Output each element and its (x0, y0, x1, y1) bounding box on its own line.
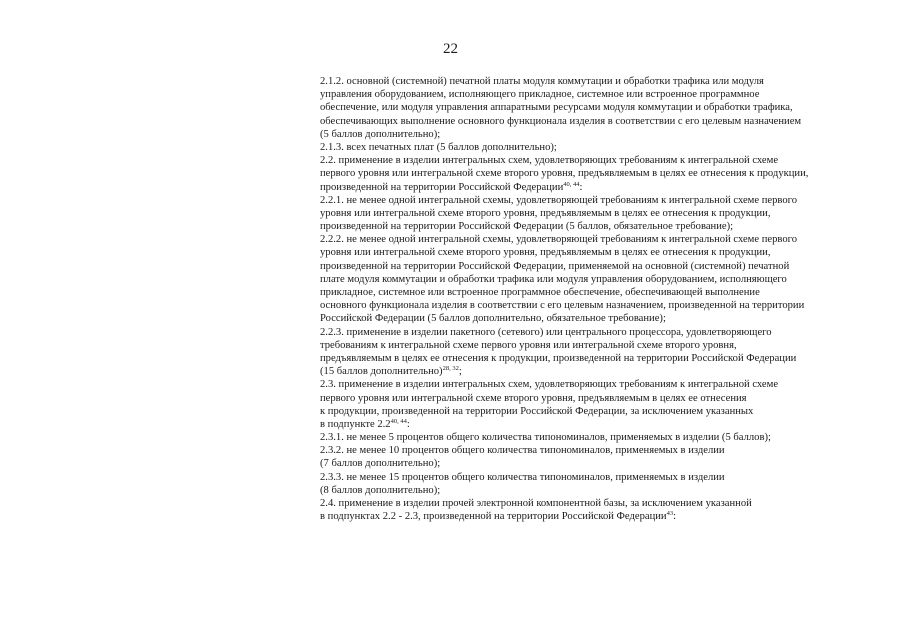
text-line (320, 115, 880, 128)
text-line (320, 154, 880, 167)
line-text: в подпунктах 2.2 - 2.3, произведенной на территории Российской Федерации (320, 511, 667, 523)
text-line (320, 431, 880, 444)
text-line (320, 497, 880, 510)
text-line (320, 101, 880, 114)
text-line (320, 299, 880, 312)
footnote-reference: 40, 44 (563, 180, 580, 188)
line-punctuation: : (673, 511, 677, 523)
line-text: уровня или интегральной схеме второго уровня, предъявляемым в целях ее отнесения к продукции, (320, 207, 771, 219)
line-text: в подпункте 2.2 (320, 418, 391, 430)
text-line (320, 207, 880, 220)
line-text: обеспечение, или модуля управления аппаратными ресурсами модуля коммутации и обработки трафика, (320, 102, 793, 114)
line-text: 2.3.1. не менее 5 процентов общего количества типономиналов, применяемых в изделии (5 баллов); (320, 432, 771, 444)
line-text: управления оборудованием, исполняющего прикладное, системное или встроенное программное (320, 89, 760, 101)
line-punctuation: ; (458, 366, 462, 378)
line-text: требованиям к интегральной схеме первого уровня или интегральной схеме второго уровня, (320, 339, 737, 351)
line-text: Российской Федерации (5 баллов дополнительно, обязательное требование); (320, 313, 666, 325)
text-line (320, 339, 880, 352)
footnote-reference: 40, 44 (390, 417, 407, 425)
text-line (320, 181, 880, 194)
text-line (320, 378, 880, 391)
line-text: предъявляемым в целях ее отнесения к продукции, произведенной на территории Российской Федерации (320, 352, 797, 364)
text-line (320, 365, 880, 378)
text-line (320, 352, 880, 365)
line-text: (15 баллов дополнительно) (320, 366, 443, 378)
text-line (320, 471, 880, 484)
text-line (320, 220, 880, 233)
text-line (320, 128, 880, 141)
line-text: произведенной на территории Российской Федерации (5 баллов, обязательное требование); (320, 221, 734, 233)
line-text: основного функционала изделия в соответствии с его целевым назначением, произведенной на территории (320, 300, 805, 312)
page-number: 22 (443, 41, 458, 57)
line-text: 2.2.1. не менее одной интегральной схемы, удовлетворяющей требованиям к интегральной схеме первого (320, 194, 798, 206)
document-body (320, 75, 880, 523)
line-text: 2.4. применение в изделии прочей электронной компонентной базы, за исключением указанной (320, 498, 752, 509)
line-text: 2.3. применение в изделии интегральных схем, удовлетворяющих требованиям к интегральной схеме (320, 379, 779, 391)
line-text: плате модуля коммутации и обработки трафика или модуля управления оборудованием, исполняющего (320, 273, 787, 285)
text-line (320, 141, 880, 154)
text-line (320, 167, 880, 180)
line-text: 2.1.3. всех печатных плат (5 баллов дополнительно); (320, 141, 557, 153)
text-line (320, 326, 880, 339)
line-punctuation: : (579, 181, 583, 193)
text-line (320, 194, 880, 207)
line-text: произведенной на территории Российской Федерации (320, 181, 564, 193)
line-text: 2.2.3. применение в изделии пакетного (сетевого) или центрального процессора, удовлетворяющего (320, 326, 772, 338)
line-text: уровня или интегральной схеме второго уровня, предъявляемым в целях ее отнесения к продукции, (320, 247, 771, 259)
text-line (320, 286, 880, 299)
line-punctuation: : (406, 418, 410, 430)
text-line (320, 444, 880, 457)
line-text: прикладное, системное или встроенное программное обеспечение, обеспечивающей выполнение (320, 287, 760, 298)
line-text: к продукции, произведенной на территории Российской Федерации, за исключением указанных (320, 405, 754, 417)
line-text: (8 баллов дополнительно); (320, 484, 441, 496)
text-line (320, 405, 880, 418)
line-text: (5 баллов дополнительно); (320, 128, 441, 140)
text-line (320, 88, 880, 101)
line-text: первого уровня или интегральной схеме второго уровня, предъявляемым в целях ее отнесения (320, 392, 747, 404)
line-text: 2.3.3. не менее 15 процентов общего количества типономиналов, применяемых в изделии (320, 471, 725, 483)
line-text: 2.2.2. не менее одной интегральной схемы, удовлетворяющей требованиям к интегральной схеме первого (320, 234, 798, 246)
footnote-reference: 28, 32 (442, 365, 459, 373)
text-line (320, 484, 880, 497)
text-line (320, 418, 880, 431)
footnote-reference: 43 (666, 510, 674, 518)
text-line (320, 260, 880, 273)
line-text: обеспечивающих выполнение основного функционала изделия в соответствии с его целевым назначением (320, 115, 802, 127)
line-text: 2.2. применение в изделии интегральных схем, удовлетворяющих требованиям к интегральной схеме (320, 155, 779, 167)
text-line (320, 233, 880, 246)
line-text: произведенной на территории Российской Федерации, применяемой на основной (системной) печатной (320, 260, 790, 272)
text-line (320, 392, 880, 405)
text-line (320, 510, 880, 523)
text-line (320, 246, 880, 259)
line-text: 2.1.2. основной (системной) печатной платы модуля коммутации и обработки трафика или модуля (320, 76, 764, 87)
line-text: 2.3.2. не менее 10 процентов общего количества типономиналов, применяемых в изделии (320, 445, 725, 457)
text-line (320, 312, 880, 325)
text-line (320, 457, 880, 470)
text-line (320, 75, 880, 88)
text-line (320, 273, 880, 286)
line-text: (7 баллов дополнительно); (320, 458, 441, 470)
line-text: первого уровня или интегральной схеме второго уровня, предъявляемым в целях ее отнесения к продукции, (320, 168, 809, 180)
